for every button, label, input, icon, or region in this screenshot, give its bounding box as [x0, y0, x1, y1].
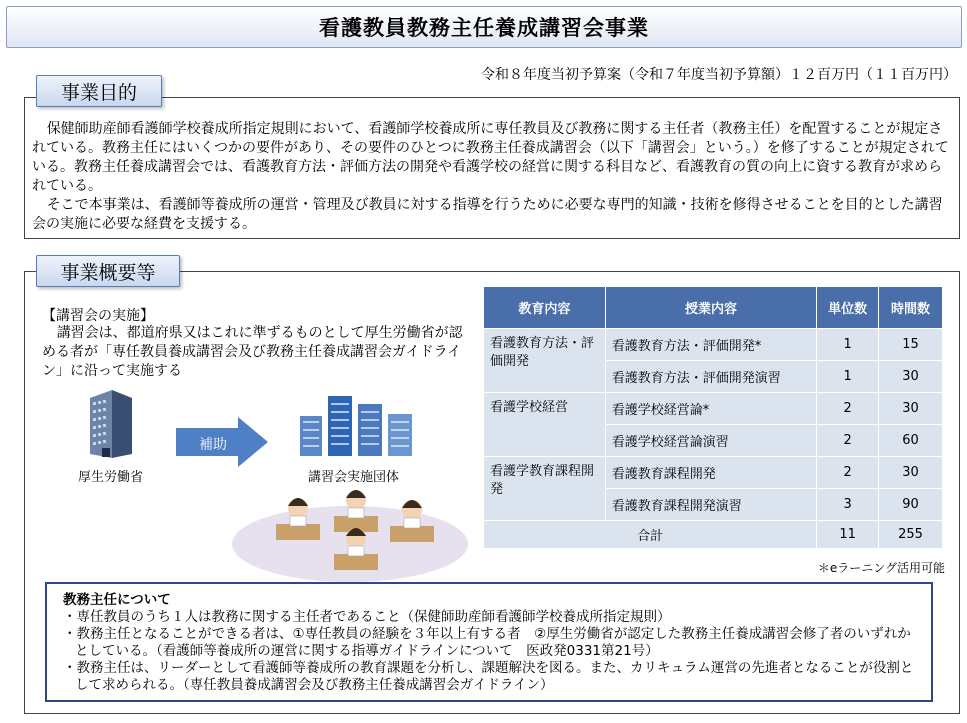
city-buildings-icon: [298, 390, 416, 458]
ministry-label: 厚生労働省: [78, 470, 144, 485]
total-label: 合計: [484, 521, 817, 549]
header-units: 単位数: [817, 287, 879, 329]
category-cell: 看護学校経営: [484, 393, 606, 457]
course-cell: 看護教育課程開発: [605, 457, 816, 489]
elearning-note: ＊eラーニング活用可能: [817, 561, 945, 575]
overview-tab-label: 事業概要等: [60, 261, 156, 284]
duty-box: [45, 582, 933, 702]
category-cell: 看護教育方法・評価開発: [484, 329, 606, 393]
budget-text: 令和８年度当初予算案（令和７年度当初予算額）１２百万円（１１百万円）: [481, 67, 957, 83]
duty-item: ・教務主任は、リーダーとして看護師等養成所の教育課題を分析し、課題解決を図る。また、カリキュラム運営の先進者となることが役割として求められる。（専任教員養成講習会及び教務主任養成講習会ガイドライン）: [63, 660, 914, 693]
purpose-paragraph-1: 保健師助産師看護師学校養成所指定規則において、看護師学校養成所に専任教員及び教務に関する主任者（教務主任）を配置することが規定されている。教務主任にはいくつかの要件があり、その要件のひとつに教務主任養成講習会（以下「講習会」という。）を修了することが規定されている。教務主任養成講習会では、看護教育方法・評価方法の開発や看護学校の経営に関する科目など、看護教育の質の向上に資する教育が求められている。: [32, 121, 949, 194]
hours-cell: 30: [879, 393, 943, 425]
course-cell: 看護学校経営論*: [605, 393, 816, 425]
implementation-text: 講習会は、都道府県又はこれに準ずるものとして厚生労働省が認める者が「専任教員養成講習会及び教務主任養成講習会ガイドライン」に沿って実施する: [42, 325, 463, 379]
hours-cell: 15: [879, 329, 943, 361]
units-cell: 2: [817, 393, 879, 425]
subsidy-label: 補助: [199, 437, 227, 453]
title-bar: [6, 6, 962, 48]
purpose-text: [32, 120, 952, 234]
ministry-building-icon: [82, 388, 140, 462]
header-education-content: 教育内容: [484, 287, 606, 329]
page-title: 看護教員教務主任養成講習会事業: [319, 16, 649, 40]
total-hours: 255: [879, 521, 943, 549]
organization-label: 講習会実施団体: [308, 470, 400, 485]
table-header-row: [484, 287, 943, 329]
hours-cell: 30: [879, 457, 943, 489]
course-table: [483, 286, 943, 549]
units-cell: 1: [817, 329, 879, 361]
hours-cell: 60: [879, 425, 943, 457]
units-cell: 1: [817, 361, 879, 393]
overview-tab: [36, 255, 180, 287]
purpose-tab-label: 事業目的: [60, 81, 137, 104]
purpose-tab: [36, 75, 162, 107]
hours-cell: 30: [879, 361, 943, 393]
hours-cell: 90: [879, 489, 943, 521]
units-cell: 2: [817, 457, 879, 489]
duty-item: ・専任教員のうち１人は教務に関する主任者であること（保健師助産師看護師学校養成所指定規則）: [63, 609, 671, 625]
purpose-paragraph-2: そこで本事業は、看護師等養成所の運営・管理及び教員に対する指導を行うために必要な専門的知識・技術を修得させることを目的とした講習会の実施に必要な経費を支援する。: [32, 197, 943, 232]
table-total-row: [484, 521, 943, 549]
students-classroom-icon: [230, 484, 470, 584]
table-row: [484, 393, 943, 425]
units-cell: 2: [817, 425, 879, 457]
course-cell: 看護教育方法・評価開発演習: [605, 361, 816, 393]
duty-item: ・教務主任となることができる者は、①専任教員の経験を３年以上有する者 ②厚生労働省が認定した教務主任養成講習会修了者のいずれかとしている。（看護師等養成所の運営に関する指導ガイドラインについて 医政発0331第21号）: [63, 626, 911, 659]
category-cell: 看護学教育課程開発: [484, 457, 606, 521]
duty-title: 教務主任について: [63, 592, 171, 608]
header-hours: 時間数: [879, 287, 943, 329]
header-class-content: 授業内容: [605, 287, 816, 329]
course-cell: 看護教育方法・評価開発*: [605, 329, 816, 361]
course-cell: 看護教育課程開発演習: [605, 489, 816, 521]
total-units: 11: [817, 521, 879, 549]
table-row: [484, 457, 943, 489]
table-row: [484, 329, 943, 361]
course-cell: 看護学校経営論演習: [605, 425, 816, 457]
implementation-heading: 【講習会の実施】: [42, 308, 154, 324]
units-cell: 3: [817, 489, 879, 521]
